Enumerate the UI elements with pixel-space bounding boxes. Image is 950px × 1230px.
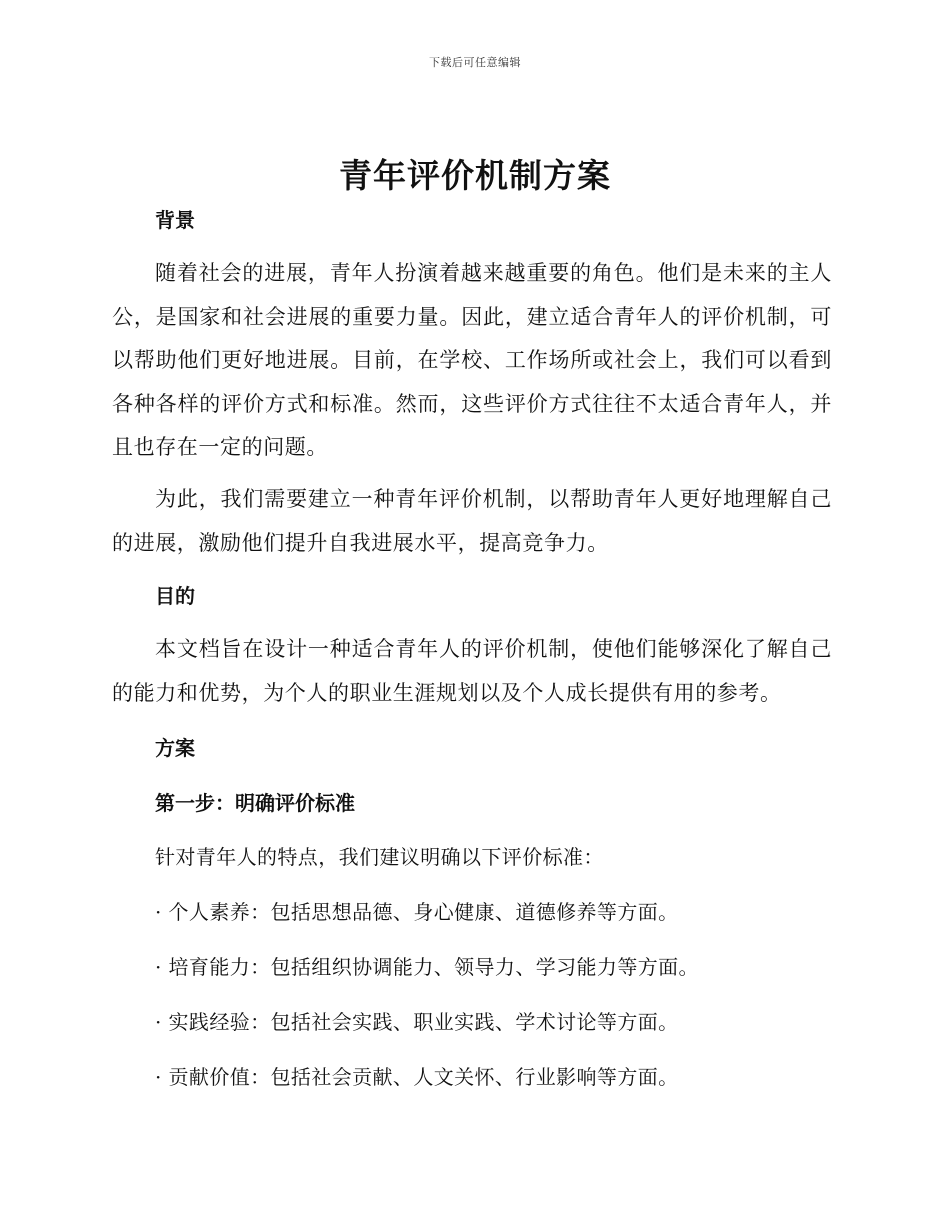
section-heading-plan: 方案 (155, 736, 195, 760)
criteria-item: · 贡献价值：包括社会贡献、人文关怀、行业影响等方面。 (155, 1065, 679, 1089)
background-paragraph-1: 随着社会的进展，青年人扮演着越来越重要的角色。他们是未来的主人公，是国家和社会进展的重要力量。因此，建立适合青年人的评价机制，可以帮助他们更好地进展。目前，在学校、工作场所或社会上，我们可以看到各种各样的评价方式和标准。然而，这些评价方式往往不太适合青年人，并且也存在一定的问题。 (112, 261, 832, 459)
step-1-heading: 第一步：明确评价标准 (155, 791, 355, 815)
page-header-note: 下载后可任意编辑 (429, 56, 521, 69)
background-paragraph-2: 为此，我们需要建立一种青年评价机制，以帮助青年人更好地理解自己的进展，激励他们提升自我进展水平，提高竞争力。 (112, 487, 832, 555)
document-title: 青年评价机制方案 (339, 156, 611, 195)
section-heading-purpose: 目的 (155, 584, 195, 608)
criteria-item: · 培育能力：包括组织协调能力、领导力、学习能力等方面。 (155, 955, 699, 979)
criteria-item: · 实践经验：包括社会实践、职业实践、学术讨论等方面。 (155, 1010, 679, 1034)
criteria-item: · 个人素养：包括思想品德、身心健康、道德修养等方面。 (155, 900, 679, 924)
purpose-paragraph: 本文档旨在设计一种适合青年人的评价机制，使他们能够深化了解自己的能力和优势，为个人的职业生涯规划以及个人成长提供有用的参考。 (112, 637, 832, 705)
step-1-intro: 针对青年人的特点，我们建议明确以下评价标准： (155, 845, 604, 869)
section-heading-background: 背景 (155, 208, 195, 232)
